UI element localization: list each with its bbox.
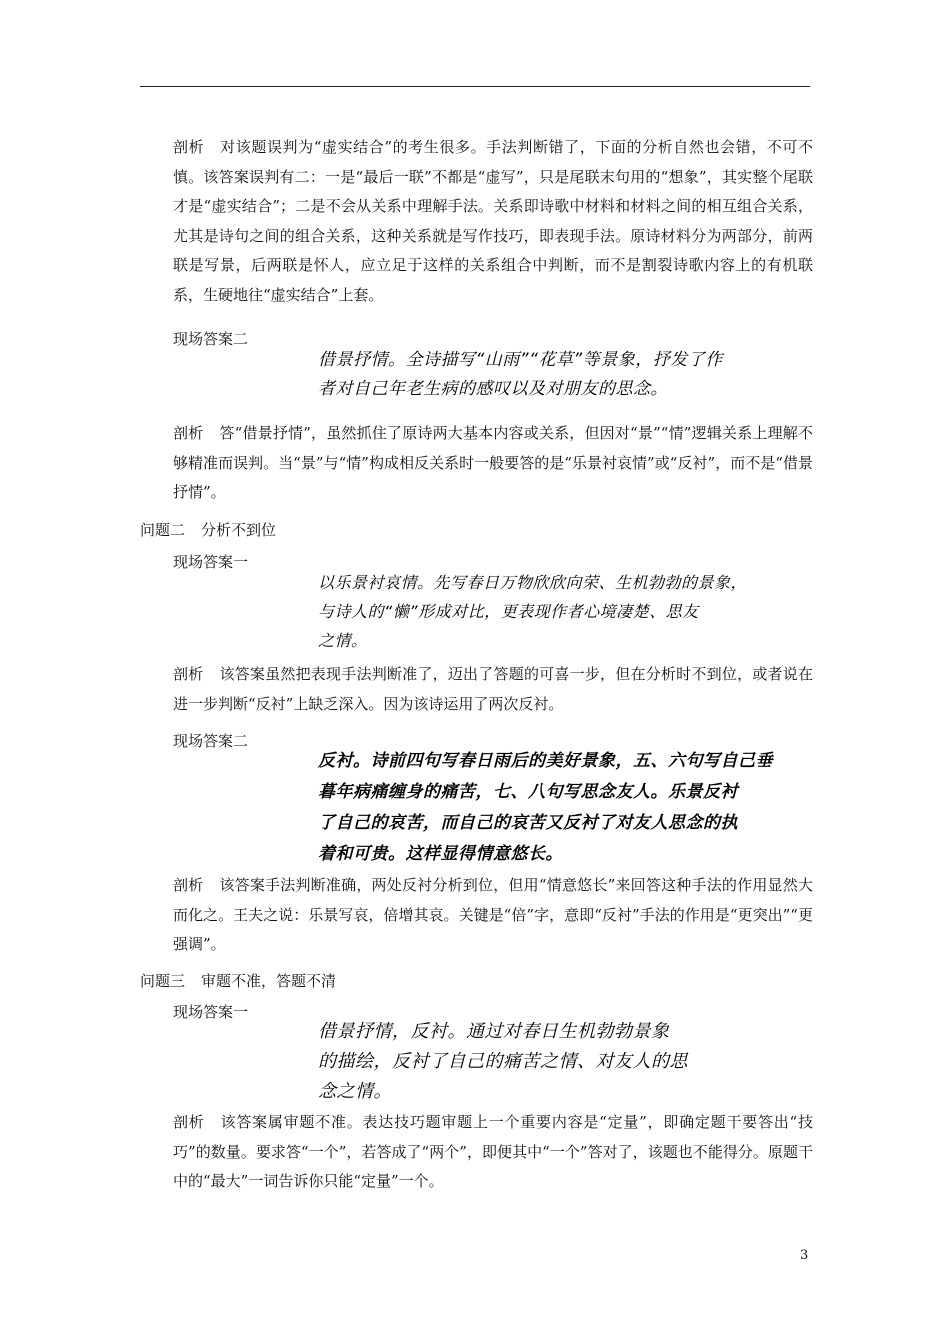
analysis-text: 答“借景抒情”，虽然抓住了原诗两大基本内容或关系，但因对“景”“情”逻辑关系上理解不够精准而误判。当“景”与“情”构成相反关系时一般要答的是“乐景衬哀情”或“反衬”，而不是“借景抒情”。 (173, 424, 813, 501)
analysis-paragraph-3 (173, 660, 813, 719)
analysis-lead: 剖析 (173, 665, 204, 683)
section-heading-2 (140, 519, 276, 541)
analysis-text: 该答案属审题不准。表达技巧题审题上一个重要内容是“定量”，即确定题干要答出“技巧”的数量。要求答“一个”，若答成了“两个”，即便其中“一个”答对了，该题也不能得分。原题干中的“最大”一词告诉你只能“定量”一个。 (173, 1113, 813, 1190)
handwritten-line: 之情。 (318, 631, 368, 650)
handwritten-line: 暮年病痛缠身的痛苦，七、八句写思念友人。乐景反衬 (318, 782, 738, 802)
section-number: 问题三 (140, 972, 186, 990)
handwritten-line: 着和可贵。这样显得情意悠长。 (318, 844, 563, 864)
analysis-paragraph-2 (173, 419, 813, 508)
handwritten-line: 者对自己年老生病的感叹以及对朋友的思念。 (318, 379, 668, 399)
analysis-lead: 剖析 (173, 138, 205, 156)
section-heading-3 (140, 970, 336, 992)
analysis-lead: 剖析 (173, 876, 204, 894)
analysis-text: 该答案手法判断准确，两处反衬分析到位，但用“情意悠长”来回答这种手法的作用显然大而化之。王夫之说：乐景写哀，倍增其哀。关键是“倍”字，意即“反衬”手法的作用是“更突出”“更强调”。 (173, 876, 813, 953)
answer-label: 现场答案一 (173, 553, 249, 571)
answer-label: 现场答案二 (173, 330, 249, 348)
handwritten-line: 念之情。 (318, 1081, 392, 1102)
handwritten-answer (318, 746, 773, 870)
analysis-lead: 剖析 (173, 1113, 205, 1131)
handwritten-line: 的描绘，反衬了自己的痛苦之情、对友人的思 (318, 1051, 688, 1072)
section-title: 审题不准，答题不清 (201, 972, 337, 990)
handwritten-line: 与诗人的“懒”形成对比，更表现作者心境凄楚、思友 (318, 602, 699, 621)
handwritten-line: 以乐景衬哀情。先写春日万物欣欣向荣、生机勃勃的景象， (318, 573, 748, 592)
handwritten-answer (318, 346, 723, 404)
analysis-lead: 剖析 (173, 424, 204, 442)
header-rule (140, 86, 810, 87)
handwritten-line: 借景抒情。全诗描写“山雨”“花草”等景象，抒发了作 (318, 350, 723, 370)
handwritten-answer (318, 568, 747, 655)
answer-label: 现场答案二 (173, 732, 249, 750)
analysis-paragraph-5 (173, 1108, 813, 1197)
analysis-text: 该答案虽然把表现手法判断准了，迈出了答题的可喜一步，但在分析时不到位，或者说在进一步判断“反衬”上缺乏深入。因为该诗运用了两次反衬。 (173, 665, 813, 713)
handwritten-line: 反衬。诗前四句写春日雨后的美好景象，五、六句写自己垂 (318, 751, 773, 771)
page-number: 3 (800, 1248, 809, 1263)
answer-label: 现场答案一 (173, 1003, 249, 1021)
analysis-paragraph-1 (173, 133, 813, 310)
handwritten-line: 了自己的哀苦，而自己的哀苦又反衬了对友人思念的执 (318, 813, 738, 833)
handwritten-answer (318, 1017, 688, 1107)
handwritten-line: 借景抒情，反衬。通过对春日生机勃勃景象 (318, 1021, 670, 1042)
analysis-paragraph-4 (173, 871, 813, 960)
section-title: 分析不到位 (201, 521, 277, 539)
section-number: 问题二 (140, 521, 186, 539)
analysis-text: 对该题误判为“虚实结合”的考生很多。手法判断错了，下面的分析自然也会错，不可不慎。该答案误判有二：一是“最后一联”不都是“虚写”，只是尾联末句用的“想象”，其实整个尾联才是“虚实结合”；二是不会从关系中理解手法。关系即诗歌中材料和材料之间的相互组合关系，尤其是诗句之间的组合关系，这种关系就是写作技巧，即表现手法。原诗材料分为两部分，前两联是写景，后两联是怀人，应立足于这样的关系组合中判断，而不是割裂诗歌内容上的有机联系，生硬地往“虚实结合”上套。 (173, 138, 813, 304)
